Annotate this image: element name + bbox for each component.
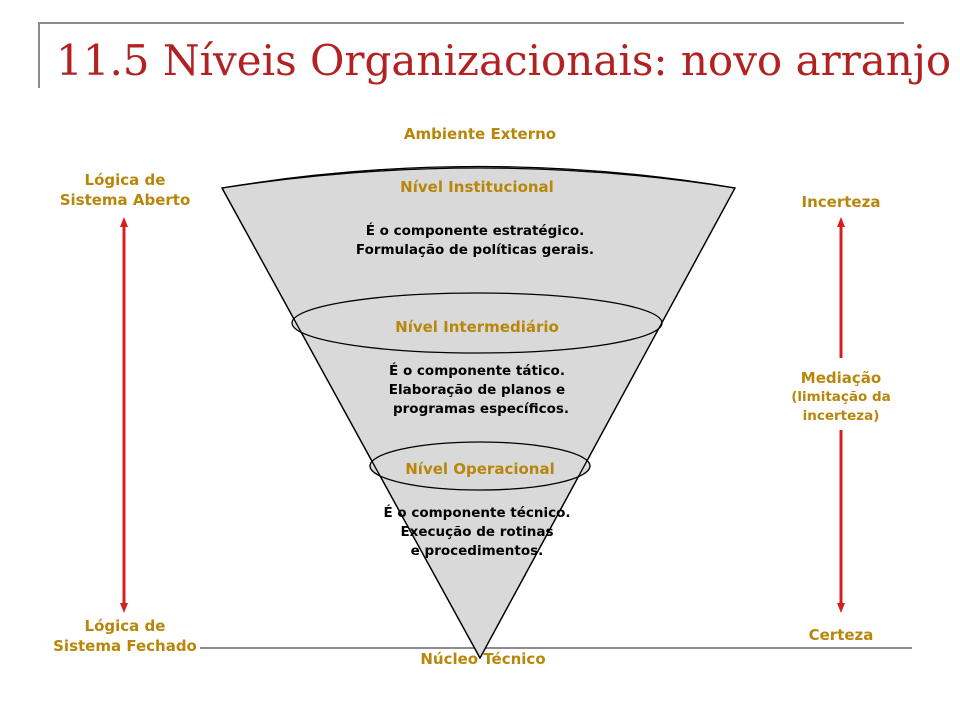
level-operacional-line1: É o componente técnico. [383, 505, 571, 521]
incerteza-label: Incerteza [801, 193, 881, 211]
level-operacional-line2: Execução de rotinas [400, 524, 554, 540]
mediacao-sub-line2: incerteza) [802, 408, 880, 424]
level-institucional-line1: É o componente estratégico. [365, 223, 585, 239]
level-operacional-description [327, 504, 627, 561]
nucleo-tecnico-label: Núcleo Técnico [420, 650, 546, 668]
level-institucional-title: Nível Institucional [400, 178, 554, 196]
level-institucional-description [325, 222, 625, 260]
slide-title: 11.5 Níveis Organizacionais: novo arranjo [56, 36, 952, 85]
open-system-logic-line1: Lógica de [84, 171, 166, 189]
open-system-logic-line2: Sistema Aberto [59, 191, 191, 209]
level-intermediario-line2: Elaboração de planos e [388, 382, 566, 398]
ambiente-externo-label: Ambiente Externo [403, 125, 557, 143]
mediacao-label [766, 368, 916, 426]
level-institucional-line2: Formulação de políticas gerais. [355, 242, 595, 258]
level-operacional-line3: e procedimentos. [410, 543, 544, 559]
mediacao-sub-line1: (limitação da [791, 389, 891, 405]
level-intermediario-line3: programas específicos. [392, 401, 570, 417]
level-intermediario-title: Nível Intermediário [395, 318, 559, 336]
closed-system-logic-line1: Lógica de [84, 617, 166, 635]
mediacao-title: Mediação [800, 369, 882, 387]
level-intermediario-description [327, 362, 627, 419]
level-operacional-title: Nível Operacional [405, 460, 555, 478]
certeza-label: Certeza [808, 626, 874, 644]
closed-system-logic-label [20, 616, 230, 656]
closed-system-logic-line2: Sistema Fechado [53, 637, 197, 655]
open-system-logic-label [20, 170, 230, 210]
level-intermediario-line1: É o componente tático. [389, 363, 565, 379]
